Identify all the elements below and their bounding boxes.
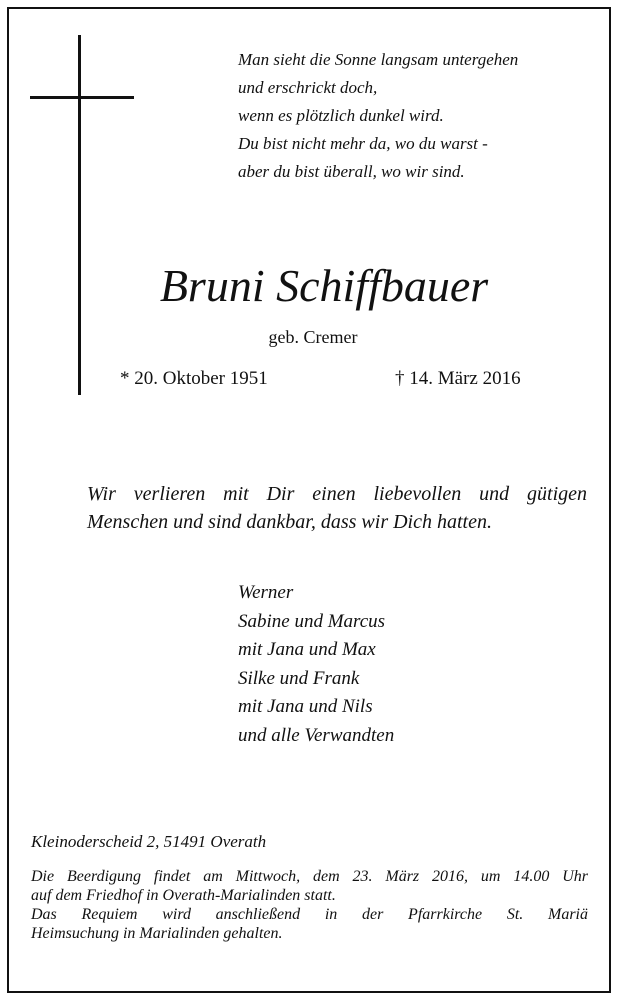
poem-line: wenn es plötzlich dunkel wird. (238, 106, 444, 125)
condolence-line: Menschen und sind dankbar, dass wir Dich hatten. (87, 511, 492, 533)
poem-line: Du bist nicht mehr da, wo du warst - (238, 134, 488, 153)
condolence-text (87, 480, 587, 536)
poem-line: Man sieht die Sonne langsam untergehen (238, 50, 519, 69)
mourners-list (238, 579, 394, 750)
poem (238, 46, 518, 186)
funeral-line: auf dem Friedhof in Overath-Marialinden statt. (31, 887, 336, 904)
mourner-entry: und alle Verwandten (238, 724, 395, 746)
condolence-line: Wir verlieren mit Dir einen liebevollen und gütigen (87, 483, 587, 505)
poem-line: aber du bist überall, wo wir sind. (238, 162, 465, 181)
mourner-entry: Silke und Frank (238, 667, 360, 689)
mourner-entry: mit Jana und Nils (238, 696, 373, 717)
mourner-entry: mit Jana und Max (238, 639, 376, 660)
address: Kleinoderscheid 2, 51491 Overath (31, 832, 267, 851)
mourner-entry: Sabine und Marcus (238, 610, 386, 632)
funeral-line: Das Requiem wird anschließend in der Pfarrkirche St. Mariä (31, 906, 588, 923)
funeral-line: Heimsuchung in Marialinden gehalten. (31, 925, 283, 942)
funeral-line: Die Beerdigung findet am Mittwoch, dem 23. März 2016, um 14.00 Uhr (31, 868, 588, 885)
birth-date: * 20. Oktober 1951 (120, 368, 268, 389)
poem-line: und erschrickt doch, (238, 78, 378, 97)
mourner-entry: Werner (238, 582, 294, 603)
maiden-name: geb. Cremer (268, 327, 358, 347)
deceased-name: Bruni Schiffbauer (159, 260, 489, 311)
funeral-notice (31, 867, 588, 943)
cross-icon-bar (30, 96, 134, 99)
death-date: † 14. März 2016 (395, 368, 521, 389)
